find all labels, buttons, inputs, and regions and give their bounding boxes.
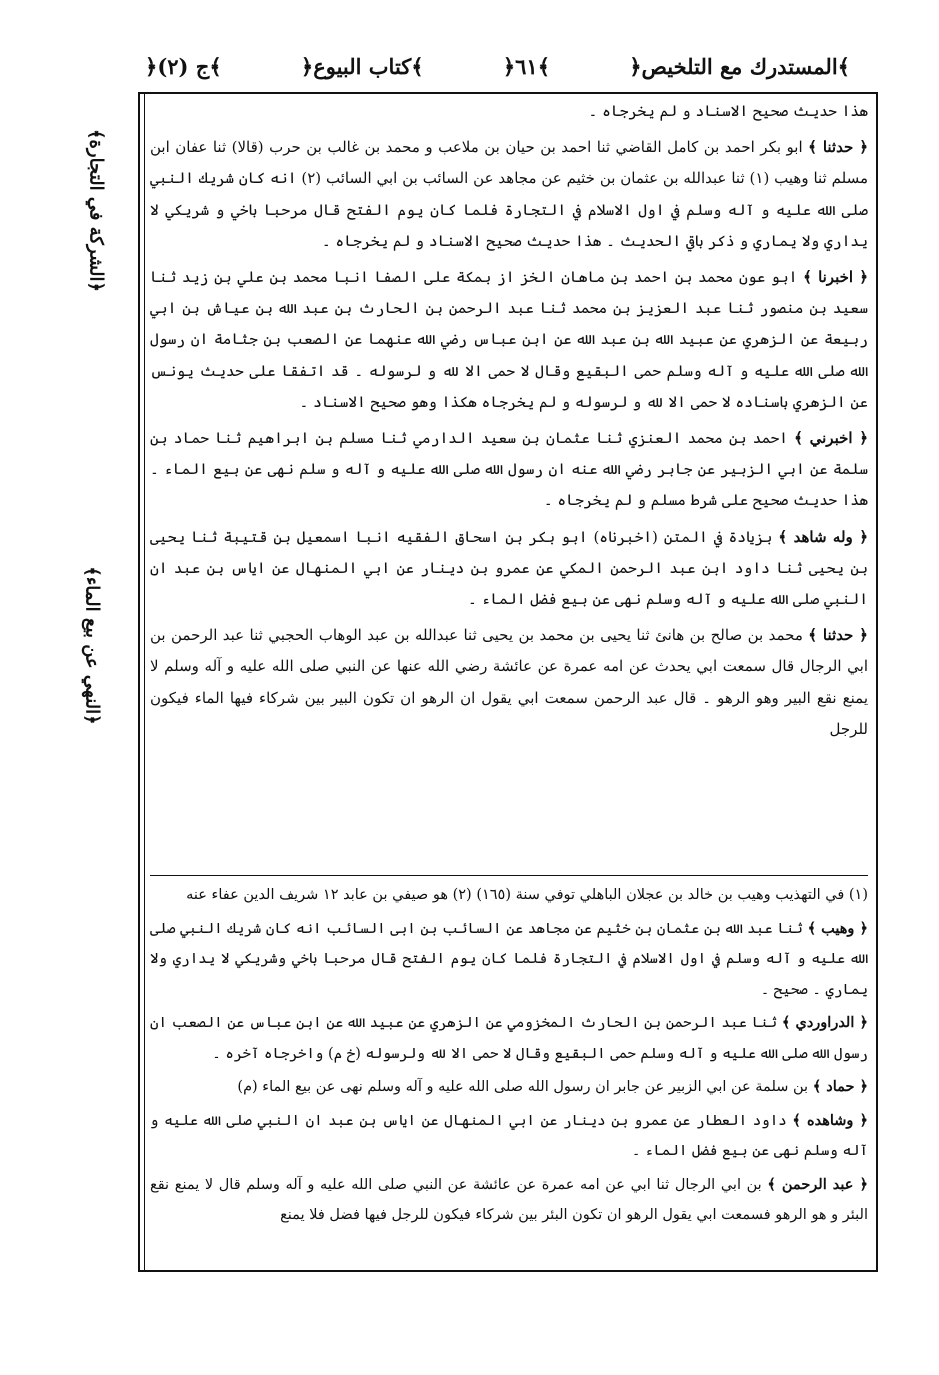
hadith-paragraph: [150, 262, 868, 418]
footnotes-talkhis: [150, 880, 868, 1231]
note-marker: ﴿ عبد الرحمن ﴾: [767, 1175, 869, 1193]
note-text: ثنا عبد الله بن عثمان بن خثيم عن مجاهد عن السائب بن ابى السائب انه كان شريك النبي صلى الله عليه و آله وسلم في اول الاسلام في التجارة فلما كان يوم الفتح قال مرحبا باخي وشريكي لا يداري ولا يماري ۔ صحيح ۔: [150, 920, 868, 998]
note-text: بن سلمة عن ابي الزبير عن جابر ان رسول الله صلى الله عليه و آله وسلم نهى عن بيع الماء (م): [237, 1079, 809, 1095]
hadith-paragraph: [150, 522, 868, 616]
margin-note-partnership: ﴿الشركة في التجارة﴾: [85, 128, 107, 293]
margin-note-water-sale: ﴿النهي عن بيع الماء﴾: [81, 566, 103, 725]
footnote-paragraph: [150, 1106, 868, 1167]
note-text: ثنا عبد الرحمن بن الحارث المخزومي عن الزهري عن عبيد الله عن ابن عباس عن الصعب ان رسول الله صلى الله عليه و آله وسلم حمى البقيع وقال لا حمى الا لله ولرسوله (خ م) واخرجاه آخره ۔: [150, 1015, 868, 1062]
paragraph-text: بزيادة في المتن (اخبرناه) ابو بكر بن اسحاق الفقيه انبا اسمعيل بن قتيبة ثنا يحيى بن يحيى ثنا داود ابن عبد الرحمن المكي عن عمرو بن دينار عن ابي المنهال عن اياس بن عبد ان النبي صلى الله عليه و آله وسلم نهى عن بيع فضل الماء ۔: [150, 527, 868, 609]
note-marker: ﴿ وشاهده ﴾: [792, 1111, 868, 1129]
note-marker: ﴿ حماد ﴾: [812, 1078, 868, 1095]
footnote-paragraph: [150, 914, 868, 1006]
footnote-separator: [150, 875, 868, 876]
page-header: [145, 44, 850, 88]
book-title: ﴿كتاب البيوع﴾: [300, 53, 424, 79]
paragraph-text: ابو بكر احمد بن كامل القاضي ثنا احمد بن حيان بن ملاعب و محمد بن غالب بن حرب (قالا) ثنا عفان ابن مسلم ثنا وهيب (١) ثنا عبدالله بن عثمان بن خثيم عن مجاهد عن السائب بن ابي السائب (٢) انه كان شريك النبي صلى الله عليه و آله وسلم في اول الاسلام في التجارة فلما كان يوم الفتح قال مرحبا باخي و شريكي لا يداري ولا يماري و ذكر باقي الحديث ۔ هذا حديث صحيح الاسناد و لم يخرجاه ۔: [150, 138, 868, 250]
paragraph-text: محمد بن صالح بن هانئ ثنا يحيى بن محمد بن يحيى ثنا عبدالله بن عبد الوهاب الحجبي ثنا عبد الرحمن بن ابي الرجال قال سمعت ابي يحدث عن امه عمرة عن عائشة رضي الله عنها عن النبي صلى الله عليه و آله وسلم لا يمنع نقع البير وهو الرهو ۔ قال عبد الرحمن سمعت ابي يقول ان الرهو ان تكون البير بين شركاء فيها الماء فيكون للرجل: [150, 626, 868, 738]
narration-marker: ﴿ اخبرنا ﴾: [803, 268, 868, 287]
narration-marker: ﴿ حدثنا ﴾: [808, 626, 868, 645]
narration-marker: ﴿ حدثنا ﴾: [808, 138, 868, 157]
note-text: (١) في التهذيب وهيب بن خالد بن عجلان الباهلي توفي سنة (١٦٥) (٢) هو صيفي بن عابد ١٢ شريف الدين عفاء عنه: [186, 887, 868, 903]
paragraph-text: هذا حديث صحيح الاسناد و لم يخرجاه ۔: [588, 102, 868, 120]
note-marker: ﴿ الدراوردي ﴾: [781, 1014, 868, 1031]
hadith-paragraph: [150, 423, 868, 517]
volume-label: ﴿ج (٢)﴾: [145, 53, 222, 79]
running-title: ﴿المستدرك مع التلخيص﴾: [629, 53, 850, 79]
footnote-paragraph: [150, 1008, 868, 1069]
note-text: داود العطار عن عمرو بن دينار عن ابي المنهال عن اياس بن عبد ان النبي صلى الله عليه و آله وسلم نهى عن بيع فضل الماء ۔: [150, 1112, 868, 1159]
main-text: [150, 96, 868, 745]
note-marker: ﴿ وهيب ﴾: [807, 919, 869, 937]
footnote-paragraph: [150, 1170, 868, 1231]
footnote-paragraph: [150, 1072, 868, 1103]
footnote-paragraph: [150, 880, 868, 911]
note-text: بن ابي الرجال ثنا ابي عن امه عمرة عن عائشة عن النبي صلى الله عليه و آله وسلم قال لا يمنع نقع البئر و هو الرهو فسمعت ابي يقول الرهو ان تكون البئر بين شركاء فيكون للرجل فيها فضل فلا يمنع: [150, 1176, 868, 1223]
page-number: ﴿٦١﴾: [502, 53, 551, 79]
paragraph-text: احمد بن محمد العنزي ثنا عثمان بن سعيد الدارمي ثنا مسلم بن ابراهيم ثنا حماد بن سلمة عن ابي الزبير عن جابر رضي الله عنه ان رسول الله صلى الله عليه و آله و سلم نهى عن بيع الماء ۔ هذا حديث صحيح على شرط مسلم و لم يخرجاه ۔: [150, 429, 868, 510]
paragraph-text: ابو عون محمد بن احمد بن ماهان الخز از بمكة على الصفا انبا محمد بن علي بن زيد ثنا سعيد بن منصور ثنا عبد العزيز بن محمد ثنا عبد الرحمن بن الحارث بن عبد الله بن عياش بن ابي ربيعة عن الزهري عن عبيد الله بن عبد الله عن ابن عباس رضي الله عنهما عن الصعب بن جثامة ان رسول الله صلى الله عليه و آله وسلم حمى البقيع وقال لا حمى الا لله و لرسوله ۔ قد اتفقا على حديث يونس عن الزهري باسناده لا حمى الا لله و لرسوله و لم يخرجاه هكذا وهو صحيح الاسناد ۔: [150, 268, 868, 411]
narration-marker: ﴿ وله شاهد ﴾: [778, 527, 868, 546]
narration-marker: ﴿ اخبرني ﴾: [794, 429, 868, 448]
hadith-paragraph: [150, 96, 868, 127]
hadith-paragraph: [150, 620, 868, 745]
hadith-paragraph: [150, 132, 868, 257]
